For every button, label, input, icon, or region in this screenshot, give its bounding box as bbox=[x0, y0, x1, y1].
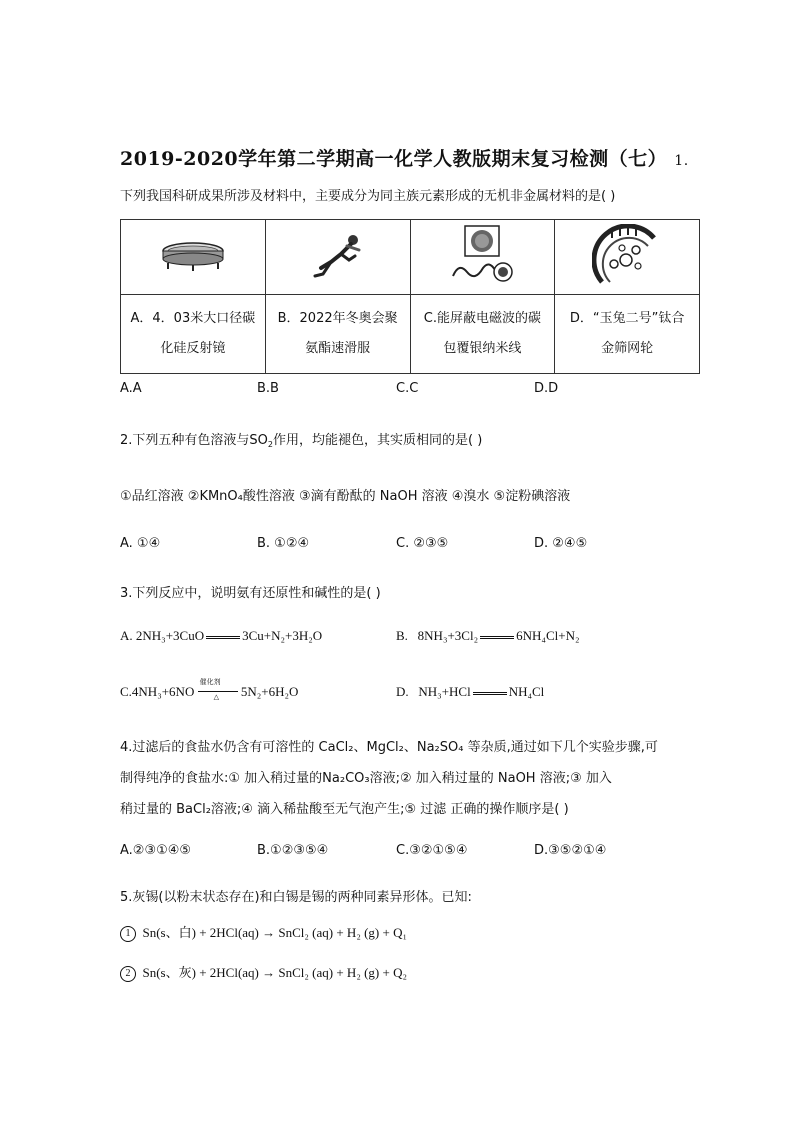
q3-stem: 3.下列反应中，说明氨有还原性和碱性的是( ) bbox=[120, 586, 381, 601]
q2-option-b: B. ①②④ bbox=[257, 536, 310, 551]
q4-option-b: B.①②③⑤④ bbox=[257, 843, 329, 858]
q5-reaction-1: 1 Sn(s、白) + 2HCl(aq) → SnCl₂ (aq) + H₂ (g) + Q₁ bbox=[120, 922, 407, 942]
q1-option-c: C.C bbox=[396, 381, 419, 396]
question-number: 1. bbox=[674, 153, 689, 169]
q3-option-d: D. NH₃+HCl NH₄Cl bbox=[396, 684, 545, 699]
q2-option-d: D. ②④⑤ bbox=[534, 536, 588, 551]
q2-option-c: C. ②③⑤ bbox=[396, 536, 449, 551]
q4-line-2: 制得纯净的食盐水:① 加入稍过量的Na₂CO₃溶液;② 加入稍过量的 NaOH 溶液;③ 加入 bbox=[120, 771, 612, 786]
q1-cell-a-image bbox=[121, 220, 266, 295]
reaction-condition: 催化剂 △ bbox=[198, 685, 238, 701]
q3-option-a: A. 2NH₃+3CuO 3Cu+N₂+3H₂O bbox=[120, 628, 323, 643]
q4-option-a: A.②③①④⑤ bbox=[120, 843, 192, 858]
q1-cell-d-image bbox=[555, 220, 700, 295]
q2-stem: 2.下列五种有色溶液与$SO_2$作用，均能褪色，其实质相同的是( ) bbox=[120, 433, 483, 449]
circled-number: 1 bbox=[120, 926, 136, 942]
page-title bbox=[120, 144, 689, 171]
q1-option-d: D.D bbox=[534, 381, 559, 396]
q4-option-c: C.③②①⑤④ bbox=[396, 843, 468, 858]
title-text: 2019-2020学年第二学期高一化学人教版期末复习检测（七） bbox=[120, 148, 668, 170]
wheel-icon bbox=[592, 224, 662, 286]
q1-cell-a-label: A．4．03米大口径碳 化硅反射镜 bbox=[121, 295, 266, 374]
equals-sign-icon bbox=[480, 636, 514, 639]
q1-materials-table bbox=[120, 219, 700, 374]
mirror-icon bbox=[158, 235, 228, 275]
equals-sign-icon bbox=[473, 692, 507, 695]
q1-cell-b-label: B．2022年冬奥会聚 氨酯速滑服 bbox=[265, 295, 410, 374]
q4-line-1: 4.过滤后的食盐水仍含有可溶性的 CaCl₂、MgCl₂、Na₂SO₄ 等杂质,通过如下几个实验步骤,可 bbox=[120, 740, 658, 755]
q1-cell-b-image bbox=[265, 220, 410, 295]
q4-option-d: D.③⑤②①④ bbox=[534, 843, 607, 858]
q1-cell-d-label: D．“玉兔二号”钛合 金筛网轮 bbox=[555, 295, 700, 374]
equals-sign-icon bbox=[206, 636, 240, 639]
q2-items: ①品红溶液 ②KMnO₄酸性溶液 ③滴有酚酞的 NaOH 溶液 ④溴水 ⑤淀粉碘溶液 bbox=[120, 489, 571, 504]
skater-icon bbox=[303, 230, 373, 280]
q1-cell-c-label: C.能屏蔽电磁波的碳 包覆银纳米线 bbox=[410, 295, 555, 374]
q3-option-c: C.4NH₃+6NO 催化剂 △ 5N₂+6H₂O bbox=[120, 678, 299, 702]
q2-option-a: A. ①④ bbox=[120, 536, 161, 551]
nanowire-icon bbox=[447, 224, 517, 286]
q5-reaction-2: 2 Sn(s、灰) + 2HCl(aq) → SnCl₂ (aq) + H₂ (g) + Q₂ bbox=[120, 962, 407, 982]
q1-stem: 下列我国科研成果所涉及材料中，主要成分为同主族元素形成的无机非金属材料的是( ) bbox=[120, 189, 616, 204]
q1-option-b: B.B bbox=[257, 381, 279, 396]
q4-line-3: 稍过量的 BaCl₂溶液;④ 滴入稀盐酸至无气泡产生;⑤ 过滤 正确的操作顺序是( ) bbox=[120, 802, 569, 817]
q1-cell-c-image bbox=[410, 220, 555, 295]
q3-option-b: B. 8NH₃+3Cl₂ 6NH₄Cl+N₂ bbox=[396, 628, 580, 643]
q1-option-a: A.A bbox=[120, 381, 142, 396]
circled-number: 2 bbox=[120, 966, 136, 982]
q5-stem: 5.灰锡(以粉末状态存在)和白锡是锡的两种同素异形体。已知: bbox=[120, 890, 472, 905]
